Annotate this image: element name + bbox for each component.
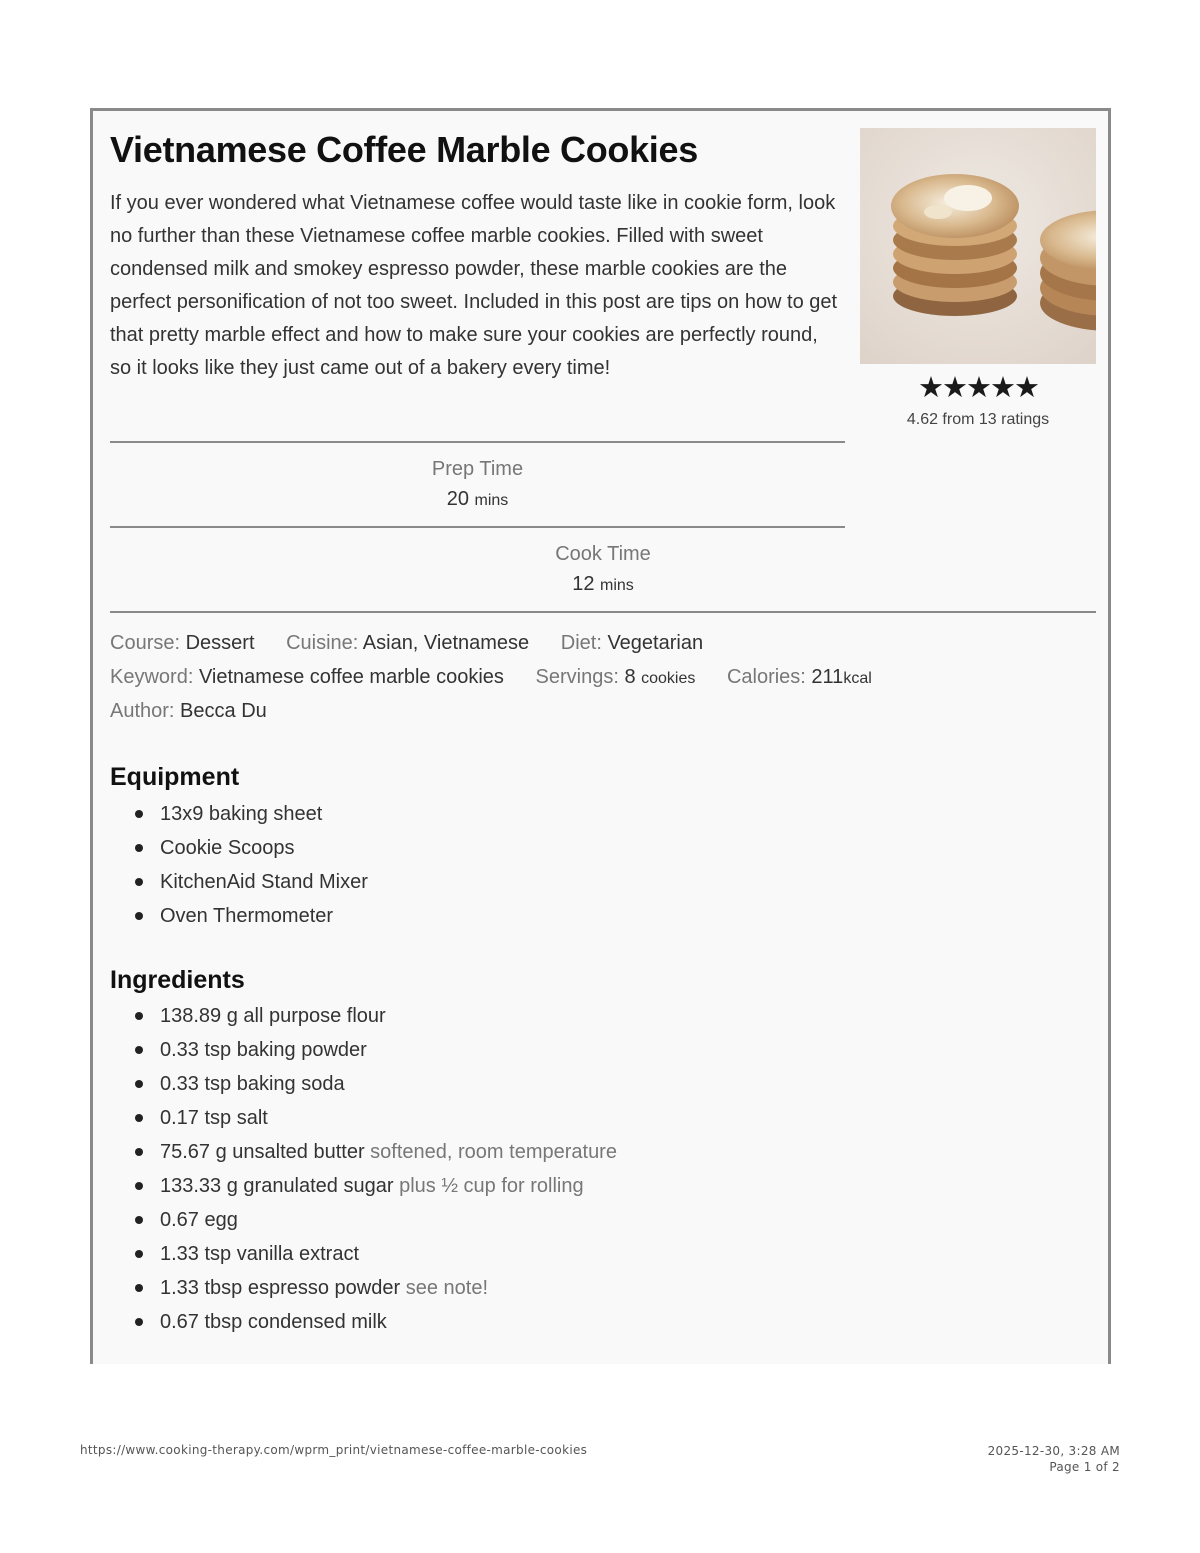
meta-course: Course: Dessert <box>110 632 255 654</box>
ingredient-item: 138.89 g all purpose flour <box>110 999 617 1033</box>
bullet-icon <box>135 844 143 852</box>
cook-time-value <box>110 568 1096 602</box>
ingredient-item: 133.33 g granulated sugar plus ½ cup for rolling <box>110 1169 617 1203</box>
prep-time-label: Prep Time <box>431 458 524 480</box>
prep-time <box>110 455 845 517</box>
print-footer-page: Page 1 of 2 <box>1049 1460 1120 1474</box>
bullet-icon <box>135 1216 143 1224</box>
recipe-card <box>90 108 1111 1364</box>
meta-row-3 <box>110 700 293 723</box>
meta-row-2 <box>110 666 898 689</box>
ingredient-item: 0.17 tsp salt <box>110 1101 617 1135</box>
ingredient-item: 0.33 tsp baking powder <box>110 1033 617 1067</box>
print-footer-meta <box>988 1443 1120 1475</box>
equipment-list <box>110 797 368 933</box>
meta-servings: Servings: 8 cookies <box>535 666 696 688</box>
ingredient-item: 1.33 tsp vanilla extract <box>110 1237 617 1271</box>
divider <box>110 441 845 443</box>
ingredient-item: 0.67 tbsp condensed milk <box>110 1305 617 1339</box>
ingredients-list <box>110 999 617 1339</box>
ingredient-item: 75.67 g unsalted butter softened, room temperature <box>110 1135 617 1169</box>
bullet-icon <box>135 1012 143 1020</box>
divider <box>110 526 845 528</box>
bullet-icon <box>135 1148 143 1156</box>
cook-time-number: 12 <box>572 573 595 595</box>
bullet-icon <box>135 878 143 886</box>
bullet-icon <box>135 1114 143 1122</box>
cook-time-label: Cook Time <box>555 543 651 565</box>
divider <box>110 611 1096 613</box>
ingredient-item: 0.33 tsp baking soda <box>110 1067 617 1101</box>
equipment-heading: Equipment <box>110 763 240 791</box>
equipment-item: Cookie Scoops <box>110 831 368 865</box>
prep-time-value <box>110 483 845 517</box>
equipment-item: Oven Thermometer <box>110 899 368 933</box>
bullet-icon <box>135 1046 143 1054</box>
prep-time-number: 20 <box>446 488 469 510</box>
bullet-icon <box>135 810 143 818</box>
ingredient-item: 1.33 tbsp espresso powder see note! <box>110 1271 617 1305</box>
bullet-icon <box>135 912 143 920</box>
recipe-summary: If you ever wondered what Vietnamese coffee would taste like in cookie form, look no further than these Vietnamese coffee marble cookies. Filled with sweet condensed milk and smokey espresso powder, these marble cookies are the perfect personification of not too sweet. Included in this post are tips on how to get that pretty marble effect and how to make sure your cookies are perfectly round, so it looks like they just came out of a bakery every time! <box>110 192 838 379</box>
cook-time <box>110 540 1096 602</box>
meta-cuisine: Cuisine: Asian, Vietnamese <box>286 632 530 654</box>
recipe-photo <box>860 128 1096 364</box>
cook-time-unit: mins <box>600 577 634 594</box>
bullet-icon <box>135 1080 143 1088</box>
print-footer-date: 2025-12-30, 3:28 AM <box>987 1444 1120 1458</box>
ingredients-heading: Ingredients <box>110 966 245 994</box>
equipment-item: 13x9 baking sheet <box>110 797 368 831</box>
rating-stars[interactable]: ★★★★★ <box>918 372 1038 404</box>
recipe-title: Vietnamese Coffee Marble Cookies <box>110 129 698 170</box>
equipment-item: KitchenAid Stand Mixer <box>110 865 368 899</box>
rating-summary: 4.62 from 13 ratings <box>906 411 1050 428</box>
bullet-icon <box>135 1318 143 1326</box>
cookie-stack-photo <box>860 128 1096 364</box>
meta-author: Author: Becca Du <box>110 700 267 722</box>
print-footer-url[interactable]: https://www.cooking-therapy.com/wprm_print/vietnamese-coffee-marble-cookies <box>80 1443 588 1457</box>
prep-time-unit: mins <box>474 492 509 509</box>
bullet-icon <box>135 1284 143 1292</box>
meta-row-1 <box>110 632 729 655</box>
ingredient-item: 0.67 egg <box>110 1203 617 1237</box>
meta-diet: Diet: Vegetarian <box>560 632 704 654</box>
bullet-icon <box>135 1182 143 1190</box>
meta-calories: Calories: 211kcal <box>726 666 872 688</box>
meta-keyword: Keyword: Vietnamese coffee marble cookies <box>110 666 504 688</box>
bullet-icon <box>135 1250 143 1258</box>
